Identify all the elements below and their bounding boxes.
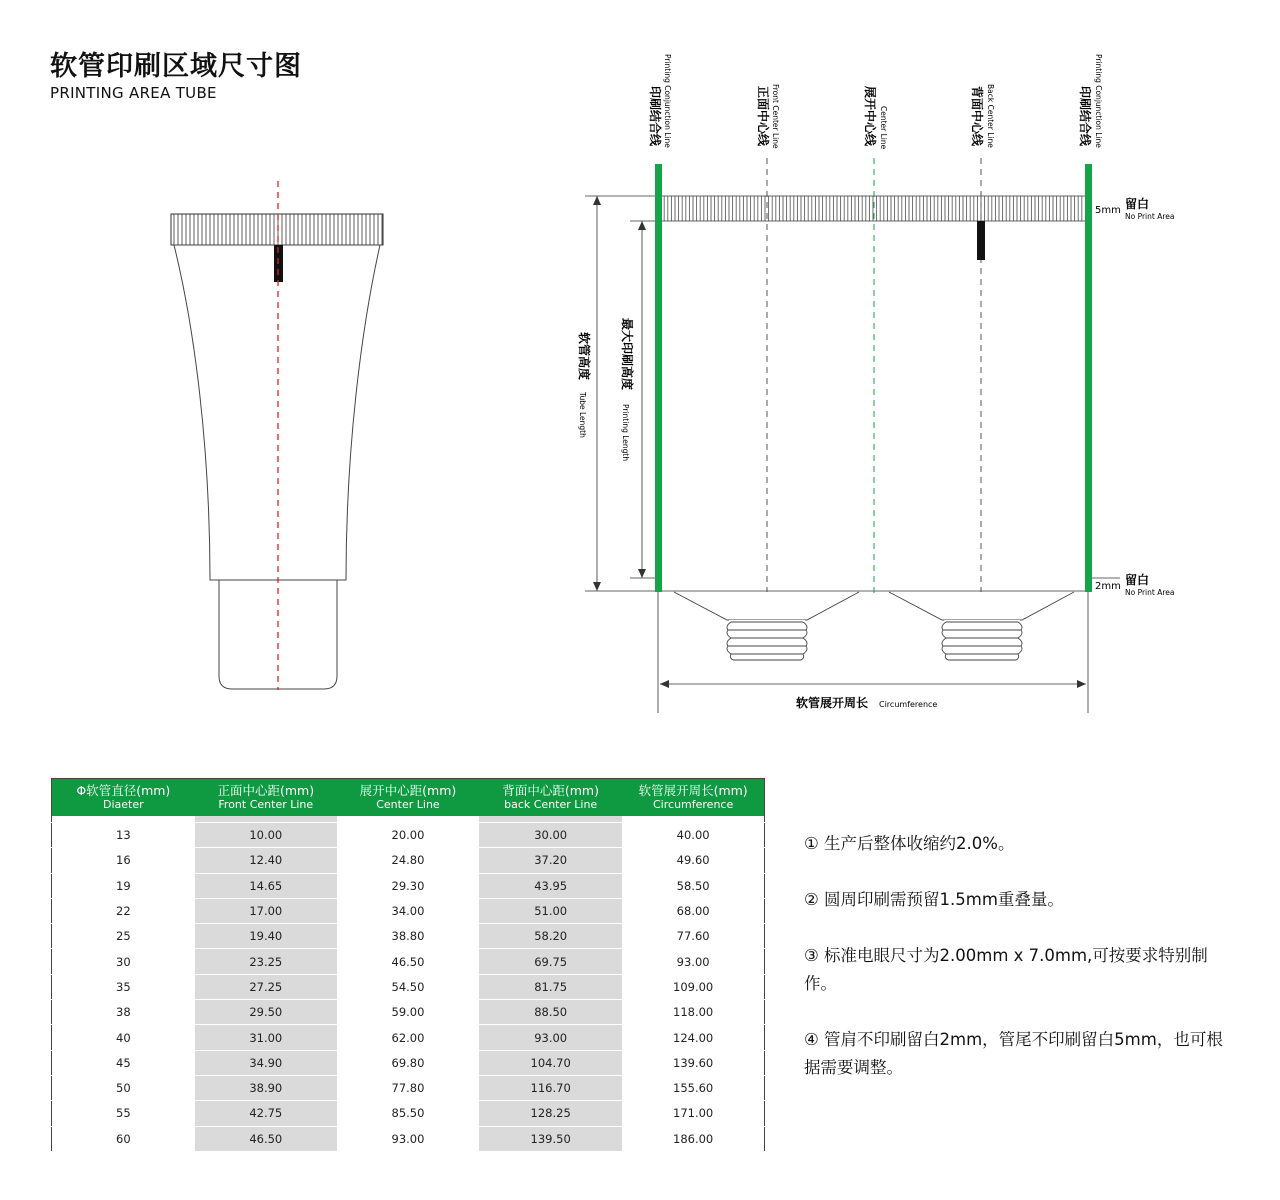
table-row: [52, 873, 765, 898]
eye-mark: [977, 221, 985, 260]
note-4: ④ 管肩不印刷留白2mm，管尾不印刷留白5mm，也可根据需要调整。: [804, 1030, 1223, 1077]
table-cell: 104.70: [479, 1050, 622, 1075]
header-center: 展开中心距(mm) Center Line: [337, 779, 479, 817]
table-row: [52, 924, 765, 949]
tube-length-en: Tube Length: [578, 392, 587, 438]
spec-table: [51, 778, 765, 1152]
table-cell: 81.75: [479, 974, 622, 999]
table-cell: 50: [52, 1075, 195, 1100]
note-3: ③ 标准电眼尺寸为2.00mm x 7.0mm,可按要求特别制作。: [804, 946, 1208, 993]
table-row: [52, 848, 765, 873]
table-row: [52, 823, 765, 848]
table-cell: 128.25: [479, 1101, 622, 1126]
table-cell: 58.20: [479, 924, 622, 949]
page-subtitle: PRINTING AREA TUBE: [50, 84, 217, 102]
table-row: [52, 949, 765, 974]
table-cell: 20.00: [337, 823, 479, 848]
table-cell: 34.90: [195, 1050, 337, 1075]
table-row: [52, 1000, 765, 1025]
table-cell: 31.00: [195, 1025, 337, 1050]
table-cell: 16: [52, 848, 195, 873]
table-row: [52, 974, 765, 999]
table-cell: 35: [52, 974, 195, 999]
table-cell: 45: [52, 1050, 195, 1075]
table-cell: 93.00: [622, 949, 764, 974]
header-front-center: 正面中心距(mm) Front Center Line: [195, 779, 337, 817]
table-cell: 69.75: [479, 949, 622, 974]
table-cell: 27.25: [195, 974, 337, 999]
circumference-cn: 软管展开周长: [796, 696, 869, 710]
line-label-en-3: Center Line: [879, 106, 888, 150]
table-row: [52, 1075, 765, 1100]
conjunction-line-right: [1085, 164, 1092, 592]
table-cell: 40.00: [622, 823, 764, 848]
table-row: [52, 1025, 765, 1050]
table-cell: 139.50: [479, 1126, 622, 1151]
top-margin-value: 5mm: [1095, 205, 1121, 216]
print-length-cn: 最大印刷高度: [620, 318, 634, 391]
bottom-margin-en: No Print Area: [1125, 588, 1175, 597]
page-title: 软管印刷区域尺寸图: [50, 51, 302, 82]
tube-crimp-seal: [171, 214, 383, 245]
table-cell: 124.00: [622, 1025, 764, 1050]
table-cell: 17.00: [195, 898, 337, 923]
top-margin-en: No Print Area: [1125, 212, 1175, 221]
line-label-cn-4: 背面中心线: [970, 86, 984, 147]
table-cell: 40: [52, 1025, 195, 1050]
print-area-diagram: [560, 40, 1260, 730]
top-margin-cn: 留白: [1125, 197, 1150, 211]
table-cell: 29.30: [337, 873, 479, 898]
table-cell: 118.00: [622, 1000, 764, 1025]
note-1: ① 生产后整体收缩约2.0%。: [804, 834, 1015, 853]
tube-illustration: [160, 175, 400, 695]
header-back-center: 背面中心距(mm) back Center Line: [479, 779, 622, 817]
table-cell: 24.80: [337, 848, 479, 873]
header-circumference: 软管展开周长(mm) Circumference: [622, 779, 764, 817]
table-cell: 77.60: [622, 924, 764, 949]
table-cell: 59.00: [337, 1000, 479, 1025]
conjunction-line-left: [655, 164, 662, 592]
table-cell: 186.00: [622, 1126, 764, 1151]
table-cell: 19.40: [195, 924, 337, 949]
note-2: ② 圆周印刷需预留1.5mm重叠量。: [804, 890, 1064, 909]
table-cell: 54.50: [337, 974, 479, 999]
table-cell: 77.80: [337, 1075, 479, 1100]
table-row: [52, 898, 765, 923]
table-cell: 30: [52, 949, 195, 974]
table-cell: 37.20: [479, 848, 622, 873]
table-cell: 43.95: [479, 873, 622, 898]
line-label-en-2: Front Center Line: [771, 84, 780, 149]
tube-length-cn: 软管高度: [577, 332, 591, 381]
table-cell: 51.00: [479, 898, 622, 923]
table-cell: 109.00: [622, 974, 764, 999]
table-cell: 14.65: [195, 873, 337, 898]
table-cell: 38.90: [195, 1075, 337, 1100]
line-label-cn-1: 印刷结合线: [648, 86, 662, 147]
table-cell: 93.00: [479, 1025, 622, 1050]
line-label-en-1: Printing Conjunction Line: [663, 54, 672, 148]
circumference-en: Circumference: [879, 700, 938, 709]
table-cell: 171.00: [622, 1101, 764, 1126]
table-cell: 25: [52, 924, 195, 949]
table-cell: 19: [52, 873, 195, 898]
table-cell: 85.50: [337, 1101, 479, 1126]
print-length-en: Printing Length: [621, 404, 630, 462]
line-label-en-4: Back Center Line: [986, 84, 995, 148]
table-cell: 29.50: [195, 1000, 337, 1025]
table-cell: 46.50: [195, 1126, 337, 1151]
table-cell: 88.50: [479, 1000, 622, 1025]
bottom-margin-value: 2mm: [1095, 581, 1121, 592]
table-cell: 23.25: [195, 949, 337, 974]
table-cell: 42.75: [195, 1101, 337, 1126]
line-label-cn-5: 印刷结合线: [1078, 86, 1092, 147]
table-cell: 38: [52, 1000, 195, 1025]
table-cell: 68.00: [622, 898, 764, 923]
table-cell: 34.00: [337, 898, 479, 923]
table-cell: 12.40: [195, 848, 337, 873]
table-cell: 13: [52, 823, 195, 848]
table-cell: 10.00: [195, 823, 337, 848]
table-row: [52, 1126, 765, 1151]
table-cell: 116.70: [479, 1075, 622, 1100]
table-cell: 155.60: [622, 1075, 764, 1100]
table-cell: 60: [52, 1126, 195, 1151]
shoulder-right: [889, 592, 1074, 660]
line-label-en-5: Printing Conjunction Line: [1094, 54, 1103, 148]
tube-body: [174, 245, 380, 580]
line-label-cn-2: 正面中心线: [756, 86, 770, 147]
table-cell: 93.00: [337, 1126, 479, 1151]
line-label-cn-3: 展开中心线: [863, 86, 877, 147]
table-cell: 46.50: [337, 949, 479, 974]
bottom-margin-cn: 留白: [1125, 573, 1150, 587]
table-cell: 69.80: [337, 1050, 479, 1075]
table-cell: 22: [52, 898, 195, 923]
table-row: [52, 1050, 765, 1075]
header-diameter: Φ软管直径(mm) Diaeter: [52, 779, 195, 817]
table-header-row: [52, 779, 765, 817]
table-cell: 38.80: [337, 924, 479, 949]
table-cell: 62.00: [337, 1025, 479, 1050]
notes: [804, 830, 1234, 1082]
table-cell: 49.60: [622, 848, 764, 873]
table-cell: 58.50: [622, 873, 764, 898]
shoulder-left: [674, 592, 859, 660]
table-cell: 55: [52, 1101, 195, 1126]
table-row: [52, 1101, 765, 1126]
table-cell: 30.00: [479, 823, 622, 848]
table-cell: 139.60: [622, 1050, 764, 1075]
